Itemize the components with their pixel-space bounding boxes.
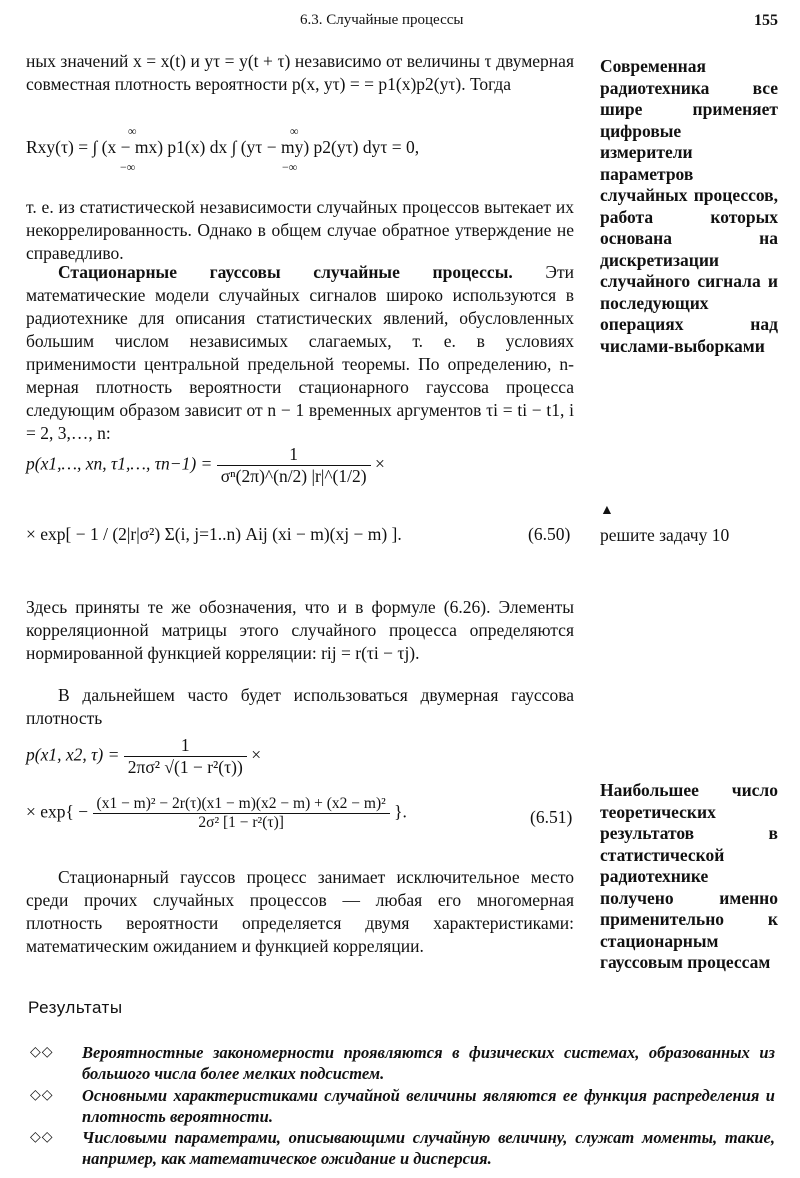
eq-651-close: }. [394, 801, 407, 822]
formula-rxy [26, 137, 586, 158]
margin-hint-exercise: решите задачу 10 [600, 525, 730, 545]
eq-651-denominator-1: 2πσ² √(1 − r²(τ)) [124, 756, 247, 778]
result-item-text: Числовыми параметрами, описывающими случайную величину, служат моменты, такие, например, как математическое ожидание и дисперсия. [82, 1128, 775, 1168]
double-diamond-icon: ◇◇ [30, 1087, 54, 1103]
running-header-title: 6.3. Случайные процессы [300, 12, 464, 28]
eq-650-times: × [374, 453, 385, 474]
eq-651-numerator-2: (x1 − m)² − 2r(τ)(x1 − m)(x2 − m) + (x2 − m)² [96, 795, 386, 812]
eq-651-lhs: p(x1, x2, τ) = [26, 744, 120, 765]
results-heading: Результаты [28, 998, 123, 1017]
paragraph-bivariate: В дальнейшем часто будет использоваться двумерная гауссова плотность [26, 685, 574, 728]
eq-651-exp: × exp{ − [26, 801, 89, 822]
formula-rxy-text: Rxy(τ) = ∫ (x − mx) p1(x) dx ∫ (yτ − my) p2(yτ) dyτ = 0, [26, 137, 420, 157]
result-item-text: Вероятностные закономерности проявляются в физических системах, образованных из большого числа более мелких подсистем. [82, 1043, 775, 1083]
paragraph-intro: ных значений x = x(t) и yτ = y(t + τ) независимо от величины τ двумерная совместная плотность вероятности p(x, yτ) = = p1(x)p2(yτ). Тогда [26, 51, 574, 94]
paragraph-gaussian [26, 261, 574, 445]
result-item [30, 1127, 775, 1169]
margin-note-gaussian: Наибольшее число теоретических результатов в статистической радиотехнике получено именно применительно к стационарным гауссовым процессам [600, 780, 778, 972]
eq-650-line2: × exp[ − 1 / (2|r|σ²) Σ(i, j=1..n) Aij (xi − m)(xj − m) ]. [26, 524, 402, 544]
eq-651-denominator-2: 2σ² [1 − r²(τ)] [93, 813, 390, 832]
integral-lower-limit-1: −∞ [120, 160, 136, 174]
paragraph-notation: Здесь приняты те же обозначения, что и в формуле (6.26). Элементы корреляционной матрицы этого случайного процесса определяются нормированной функцией корреляции: rij = r(τi − τj). [26, 597, 574, 663]
result-item [30, 1042, 775, 1084]
eq-651-numerator-1: 1 [180, 735, 190, 755]
eq-650-fraction [217, 444, 371, 487]
paragraph-independence: т. е. из статистической независимости случайных процессов вытекает их некоррелированность. Однако в общем случае обратное утверждение не справедливо. [26, 197, 574, 263]
paragraph-gaussian-text: Эти математические модели случайных сигналов широко используются в радиотехнике для описания статистических явлений, обусловленных большим числом независимых слагаемых, т. е. в условиях применимости центральной предельной теоремы. По определению, n-мерная плотность вероятности стационарного гауссова процесса следующим образом зависит от n − 1 временных аргументов τi = ti − t1, i = 2, 3,…, n: [26, 262, 574, 443]
eq-651-number: (6.51) [530, 807, 573, 827]
paragraph-conclusion: Стационарный гауссов процесс занимает исключительное место среди прочих случайных процессов — любая его многомерная плотность вероятности определяется двумя характеристиками: математическим ожиданием и функцией корреляции. [26, 867, 574, 956]
eq-650-lhs: p(x1,…, xn, τ1,…, τn−1) = [26, 453, 213, 474]
eq-650-numerator: 1 [289, 444, 299, 464]
result-item [30, 1085, 775, 1127]
eq-651-fraction-2 [93, 795, 390, 832]
eq-651-times: × [251, 744, 262, 765]
eq-650-denominator: σⁿ(2π)^(n/2) |r|^(1/2) [217, 465, 371, 487]
eq-650-number: (6.50) [528, 524, 571, 544]
eq-651-fraction-1 [124, 735, 247, 778]
double-diamond-icon: ◇◇ [30, 1129, 54, 1145]
integral-lower-limit-2: −∞ [282, 160, 298, 174]
triangle-icon: ▲ [600, 503, 614, 518]
integral-upper-limit-1: ∞ [128, 124, 137, 138]
eq-651-line1 [26, 735, 586, 778]
eq-650-line1 [26, 444, 586, 487]
page-number: 155 [754, 12, 778, 29]
result-item-text: Основными характеристиками случайной величины являются ее функция распределения и плотность вероятности. [82, 1086, 775, 1126]
integral-upper-limit-2: ∞ [290, 124, 299, 138]
eq-651-line2 [26, 795, 586, 832]
margin-note-digital: Современная радиотехника все шире применяет цифровые измерители параметров случайных процессов, работа которых основана на дискретизации случайного сигнала и последующих операциях над числами-выборками [600, 56, 778, 356]
section-heading-gaussian: Стационарные гауссовы случайные процессы. [58, 262, 513, 282]
double-diamond-icon: ◇◇ [30, 1044, 54, 1060]
